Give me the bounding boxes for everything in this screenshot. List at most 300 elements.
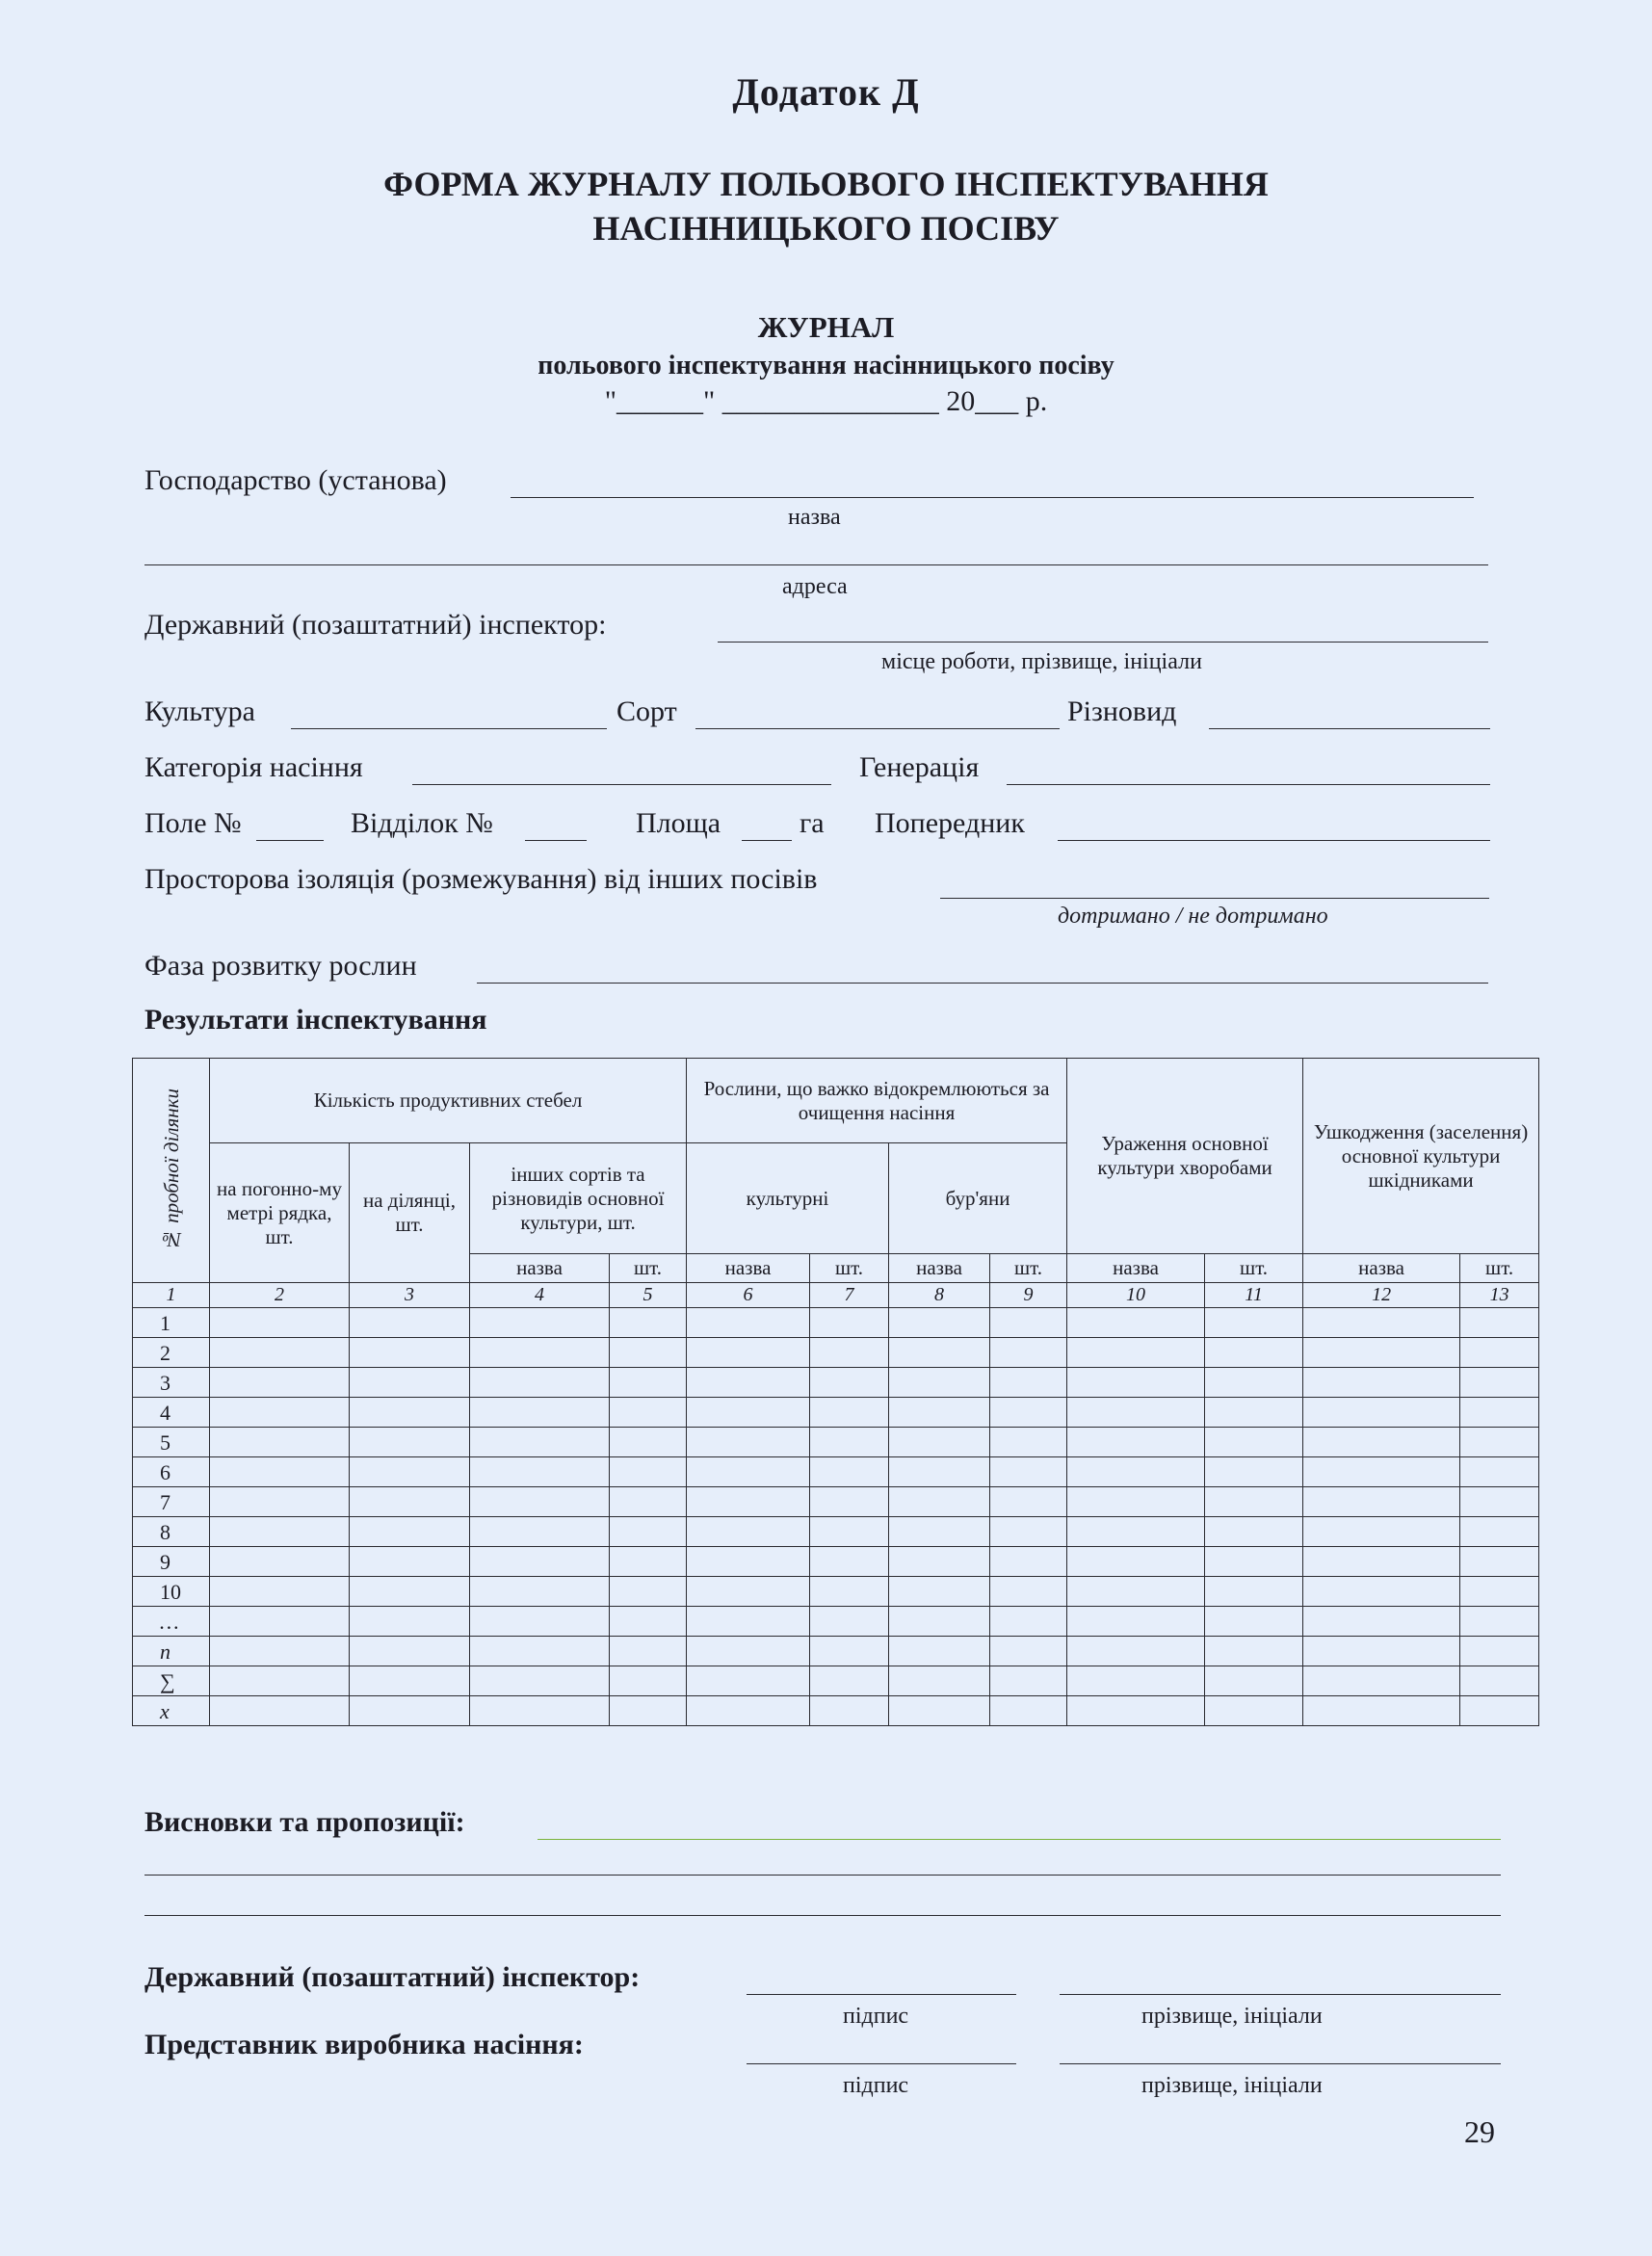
- address-caption: адреса: [782, 574, 848, 599]
- row-label: 5: [133, 1428, 210, 1457]
- table-cell[interactable]: [1205, 1338, 1303, 1368]
- inspector-signature-caption: підпис: [843, 2004, 909, 2029]
- table-cell[interactable]: [810, 1607, 889, 1637]
- inspector-field[interactable]: [718, 642, 1488, 643]
- table-cell[interactable]: [889, 1607, 990, 1637]
- table-cell[interactable]: [210, 1487, 350, 1517]
- table-cell[interactable]: [350, 1487, 470, 1517]
- column-number: 1: [133, 1283, 210, 1308]
- row-label: 6: [133, 1457, 210, 1487]
- producer-signature-field[interactable]: [747, 2063, 1016, 2064]
- table-cell[interactable]: [889, 1457, 990, 1487]
- table-cell[interactable]: [687, 1308, 810, 1338]
- table-cell[interactable]: [1303, 1666, 1460, 1696]
- seed-category-row: [144, 751, 1493, 792]
- phase-label: Фаза розвитку рослин: [144, 950, 417, 982]
- table-cell[interactable]: [990, 1577, 1067, 1607]
- table-cell[interactable]: [990, 1338, 1067, 1368]
- division-label: Відділок №: [351, 807, 493, 839]
- table-cell[interactable]: [1067, 1398, 1205, 1428]
- table-cell[interactable]: [889, 1308, 990, 1338]
- table-cell[interactable]: [1460, 1607, 1539, 1637]
- sub-header-name: назва: [889, 1254, 990, 1283]
- column-number: 4: [470, 1283, 610, 1308]
- producer-name-field[interactable]: [1060, 2063, 1501, 2064]
- table-cell[interactable]: [1303, 1517, 1460, 1547]
- row-label: x: [133, 1696, 210, 1726]
- field-row: [144, 807, 1493, 848]
- table-cell[interactable]: [1067, 1517, 1205, 1547]
- table-cell[interactable]: [210, 1368, 350, 1398]
- table-cell[interactable]: [1303, 1547, 1460, 1577]
- table-cell[interactable]: [687, 1368, 810, 1398]
- table-cell[interactable]: [1205, 1398, 1303, 1428]
- seed-category-field[interactable]: [412, 784, 831, 785]
- table-cell[interactable]: [810, 1487, 889, 1517]
- table-cell[interactable]: [1205, 1666, 1303, 1696]
- table-cell[interactable]: [210, 1398, 350, 1428]
- table-cell[interactable]: [990, 1637, 1067, 1666]
- table-row: [133, 1368, 1539, 1398]
- table-cell[interactable]: [687, 1637, 810, 1666]
- table-cell[interactable]: [470, 1487, 610, 1517]
- journal-subheading: польового інспектування насінницького посіву: [538, 351, 1114, 380]
- inspector-signature-row: [144, 1961, 1493, 2029]
- area-field[interactable]: [742, 840, 792, 841]
- sub-header-pcs: шт.: [610, 1254, 687, 1283]
- column-number: 13: [1460, 1283, 1539, 1308]
- isolation-field[interactable]: [940, 898, 1489, 899]
- table-cell[interactable]: [470, 1398, 610, 1428]
- table-cell[interactable]: [990, 1547, 1067, 1577]
- field-number-field[interactable]: [256, 840, 324, 841]
- area-label: Площа: [636, 807, 721, 839]
- row-label: 3: [133, 1368, 210, 1398]
- table-cell[interactable]: [889, 1666, 990, 1696]
- form-title: [0, 162, 1652, 250]
- table-body: [133, 1308, 1539, 1726]
- table-cell[interactable]: [889, 1428, 990, 1457]
- table-cell[interactable]: [810, 1696, 889, 1726]
- generation-label: Генерація: [859, 751, 980, 783]
- column-number: 6: [687, 1283, 810, 1308]
- table-cell[interactable]: [990, 1517, 1067, 1547]
- table-cell[interactable]: [350, 1457, 470, 1487]
- table-cell[interactable]: [470, 1666, 610, 1696]
- isolation-row: [144, 863, 1493, 929]
- variety-label: Сорт: [616, 695, 677, 727]
- table-cell[interactable]: [1205, 1696, 1303, 1726]
- table-cell[interactable]: [1303, 1428, 1460, 1457]
- table-cell[interactable]: [1460, 1398, 1539, 1428]
- row-label: …: [133, 1607, 210, 1637]
- results-row: [144, 1004, 1493, 1044]
- seed-category-label: Категорія насіння: [144, 751, 363, 783]
- table-cell[interactable]: [990, 1398, 1067, 1428]
- column-number: 7: [810, 1283, 889, 1308]
- table-cell[interactable]: [889, 1547, 990, 1577]
- table-cell[interactable]: [687, 1457, 810, 1487]
- sub-header-pcs: шт.: [810, 1254, 889, 1283]
- pests-header: Ушкодження (заселення) основної культури шкідниками: [1303, 1059, 1539, 1254]
- conclusions-field[interactable]: [538, 1839, 1501, 1840]
- row-label: 9: [133, 1547, 210, 1577]
- table-cell[interactable]: [1067, 1368, 1205, 1398]
- subvariety-label: Різновид: [1067, 695, 1177, 727]
- sub-header-name: назва: [687, 1254, 810, 1283]
- table-cell[interactable]: [1067, 1577, 1205, 1607]
- table-cell[interactable]: [1303, 1696, 1460, 1726]
- table-cell[interactable]: [210, 1666, 350, 1696]
- table-cell[interactable]: [610, 1338, 687, 1368]
- table-cell[interactable]: [1460, 1517, 1539, 1547]
- isolation-label: Просторова ізоляція (розмежування) від інших посівів: [144, 863, 818, 895]
- table-cell[interactable]: [810, 1577, 889, 1607]
- per-meter-header: на погонно-му метрі рядка, шт.: [210, 1143, 350, 1283]
- plot-number-header: [133, 1059, 210, 1283]
- table-cell[interactable]: [210, 1517, 350, 1547]
- table-cell[interactable]: [1303, 1398, 1460, 1428]
- table-cell[interactable]: [1067, 1696, 1205, 1726]
- table-cell[interactable]: [610, 1547, 687, 1577]
- table-cell[interactable]: [1303, 1637, 1460, 1666]
- table-cell[interactable]: [1067, 1338, 1205, 1368]
- table-cell[interactable]: [470, 1547, 610, 1577]
- inspector-row: [144, 609, 1493, 674]
- table-cell[interactable]: [1460, 1368, 1539, 1398]
- table-cell[interactable]: [610, 1517, 687, 1547]
- table-cell[interactable]: [810, 1457, 889, 1487]
- conclusions-field-line2[interactable]: [144, 1875, 1501, 1876]
- table-cell[interactable]: [1205, 1577, 1303, 1607]
- table-cell[interactable]: [350, 1308, 470, 1338]
- table-cell[interactable]: [470, 1577, 610, 1607]
- predecessor-field[interactable]: [1058, 840, 1490, 841]
- row-label: 2: [133, 1338, 210, 1368]
- column-number: 10: [1067, 1283, 1205, 1308]
- table-cell[interactable]: [610, 1666, 687, 1696]
- table-cell[interactable]: [687, 1338, 810, 1368]
- table-cell[interactable]: [1067, 1666, 1205, 1696]
- table-cell[interactable]: [990, 1368, 1067, 1398]
- table-cell[interactable]: [610, 1696, 687, 1726]
- sub-header-name: назва: [470, 1254, 610, 1283]
- table-cell[interactable]: [350, 1428, 470, 1457]
- table-cell[interactable]: [990, 1696, 1067, 1726]
- table-cell[interactable]: [1303, 1308, 1460, 1338]
- table-cell[interactable]: [1303, 1577, 1460, 1607]
- table-cell[interactable]: [210, 1308, 350, 1338]
- inspector-caption: місце роботи, прізвище, ініціали: [881, 649, 1202, 674]
- table-cell[interactable]: [1460, 1487, 1539, 1517]
- form-title-line2: НАСІННИЦЬКОГО ПОСІВУ: [592, 209, 1060, 248]
- producer-signature-row: [144, 2029, 1493, 2098]
- table-cell[interactable]: [687, 1696, 810, 1726]
- table-cell[interactable]: [990, 1666, 1067, 1696]
- area-unit: га: [800, 807, 825, 839]
- results-heading: Результати інспектування: [144, 1004, 487, 1036]
- column-number: 8: [889, 1283, 990, 1308]
- table-cell[interactable]: [810, 1338, 889, 1368]
- table-cell[interactable]: [350, 1577, 470, 1607]
- table-row: [133, 1696, 1539, 1726]
- table-cell[interactable]: [610, 1398, 687, 1428]
- table-row: [133, 1457, 1539, 1487]
- table-cell[interactable]: [350, 1547, 470, 1577]
- table-cell[interactable]: [810, 1308, 889, 1338]
- table-cell[interactable]: [470, 1428, 610, 1457]
- table-cell[interactable]: [1460, 1428, 1539, 1457]
- plants-group-header: Рослини, що важко відокремлюються за очищення насіння: [687, 1059, 1067, 1143]
- producer-signature-caption: підпис: [843, 2073, 909, 2098]
- row-label: 7: [133, 1487, 210, 1517]
- table-cell[interactable]: [350, 1517, 470, 1547]
- table-cell[interactable]: [610, 1428, 687, 1457]
- generation-field[interactable]: [1007, 784, 1490, 785]
- date-line: "______" _______________ 20___ р.: [604, 385, 1048, 417]
- table-cell[interactable]: [1460, 1637, 1539, 1666]
- row-label: 1: [133, 1308, 210, 1338]
- conclusions-label: Висновки та пропозиції:: [144, 1806, 465, 1838]
- table-cell[interactable]: [990, 1428, 1067, 1457]
- per-plot-header: на ділянці, шт.: [350, 1143, 470, 1283]
- table-cell[interactable]: [810, 1666, 889, 1696]
- table-cell[interactable]: [687, 1607, 810, 1637]
- table-cell[interactable]: [889, 1637, 990, 1666]
- table-cell[interactable]: [610, 1487, 687, 1517]
- table-row: [133, 1517, 1539, 1547]
- field-label: Поле №: [144, 807, 242, 839]
- table-cell[interactable]: [687, 1666, 810, 1696]
- table-cell[interactable]: [687, 1398, 810, 1428]
- table-cell[interactable]: [350, 1338, 470, 1368]
- farm-address-field[interactable]: [144, 564, 1488, 565]
- table-cell[interactable]: [889, 1577, 990, 1607]
- table-row: [133, 1666, 1539, 1696]
- table-cell[interactable]: [1205, 1637, 1303, 1666]
- table-cell[interactable]: [810, 1547, 889, 1577]
- conclusions-field-line3[interactable]: [144, 1915, 1501, 1916]
- table-cell[interactable]: [350, 1637, 470, 1666]
- table-row: [133, 1338, 1539, 1368]
- table-cell[interactable]: [810, 1637, 889, 1666]
- form-title-line1: ФОРМА ЖУРНАЛУ ПОЛЬОВОГО ІНСПЕКТУВАННЯ: [383, 165, 1269, 203]
- table-row: [133, 1607, 1539, 1637]
- table-cell[interactable]: [1205, 1457, 1303, 1487]
- table-cell[interactable]: [810, 1517, 889, 1547]
- row-label: 8: [133, 1517, 210, 1547]
- table-cell[interactable]: [1205, 1607, 1303, 1637]
- table-cell[interactable]: [1460, 1308, 1539, 1338]
- table-cell[interactable]: [889, 1517, 990, 1547]
- table-cell[interactable]: [687, 1577, 810, 1607]
- table-cell[interactable]: [470, 1696, 610, 1726]
- farm-label: Господарство (установа): [144, 464, 447, 496]
- table-cell[interactable]: [889, 1368, 990, 1398]
- row-label: 10: [133, 1577, 210, 1607]
- row-label: ∑: [133, 1666, 210, 1696]
- table-cell[interactable]: [687, 1547, 810, 1577]
- phase-field[interactable]: [477, 983, 1488, 984]
- culture-label: Культура: [144, 695, 255, 727]
- table-row: [133, 1577, 1539, 1607]
- column-number: 9: [990, 1283, 1067, 1308]
- table-cell[interactable]: [470, 1308, 610, 1338]
- producer-label: Представник виробника насіння:: [144, 2029, 584, 2060]
- division-number-field[interactable]: [525, 840, 587, 841]
- table-cell[interactable]: [610, 1607, 687, 1637]
- table-cell[interactable]: [1303, 1338, 1460, 1368]
- table-cell[interactable]: [687, 1517, 810, 1547]
- table-cell[interactable]: [1067, 1457, 1205, 1487]
- table-cell[interactable]: [210, 1547, 350, 1577]
- table-cell[interactable]: [1303, 1457, 1460, 1487]
- plot-number-header-text: № пробної ділянки: [159, 1089, 183, 1252]
- conclusions-line3-row: [144, 1886, 1493, 1927]
- farm-row: [144, 464, 1493, 530]
- table-cell[interactable]: [470, 1607, 610, 1637]
- table-cell[interactable]: [1205, 1368, 1303, 1398]
- table-cell[interactable]: [990, 1457, 1067, 1487]
- table-cell[interactable]: [350, 1666, 470, 1696]
- table-cell[interactable]: [470, 1457, 610, 1487]
- table-cell[interactable]: [1303, 1487, 1460, 1517]
- table-cell[interactable]: [687, 1487, 810, 1517]
- table-cell[interactable]: [350, 1398, 470, 1428]
- subvariety-field[interactable]: [1209, 728, 1490, 729]
- table-cell[interactable]: [210, 1577, 350, 1607]
- table-cell[interactable]: [210, 1607, 350, 1637]
- table-cell[interactable]: [470, 1368, 610, 1398]
- address-row: [144, 526, 1493, 599]
- results-table: [132, 1058, 1539, 1726]
- inspector-name-field[interactable]: [1060, 1994, 1501, 1995]
- table-cell[interactable]: [470, 1637, 610, 1666]
- table-cell[interactable]: [1303, 1607, 1460, 1637]
- table-cell[interactable]: [1460, 1338, 1539, 1368]
- table-cell[interactable]: [1067, 1428, 1205, 1457]
- table-cell[interactable]: [350, 1368, 470, 1398]
- table-cell[interactable]: [1460, 1457, 1539, 1487]
- table-cell[interactable]: [610, 1457, 687, 1487]
- table-cell[interactable]: [210, 1457, 350, 1487]
- sub-header-pcs: шт.: [990, 1254, 1067, 1283]
- inspector-name-caption: прізвище, ініціали: [1141, 2004, 1323, 2029]
- farm-name-caption: назва: [788, 505, 841, 530]
- table-cell[interactable]: [1205, 1428, 1303, 1457]
- table-cell[interactable]: [1067, 1637, 1205, 1666]
- weeds-header: бур'яни: [889, 1143, 1067, 1254]
- page-number: 29: [1464, 2114, 1495, 2149]
- table-cell[interactable]: [810, 1398, 889, 1428]
- column-number: 11: [1205, 1283, 1303, 1308]
- table-cell[interactable]: [990, 1607, 1067, 1637]
- table-cell[interactable]: [810, 1368, 889, 1398]
- predecessor-label: Попередник: [875, 807, 1025, 839]
- disease-header: Ураження основної культури хворобами: [1067, 1059, 1303, 1254]
- table-row: [133, 1428, 1539, 1457]
- table-cell[interactable]: [610, 1637, 687, 1666]
- table-cell[interactable]: [1460, 1696, 1539, 1726]
- table-cell[interactable]: [350, 1607, 470, 1637]
- table-row: [133, 1547, 1539, 1577]
- table-cell[interactable]: [1303, 1368, 1460, 1398]
- table-row: [133, 1308, 1539, 1338]
- producer-name-caption: прізвище, ініціали: [1141, 2073, 1323, 2098]
- table-cell[interactable]: [1460, 1666, 1539, 1696]
- table-cell[interactable]: [1205, 1487, 1303, 1517]
- table-cell[interactable]: [610, 1308, 687, 1338]
- table-cell[interactable]: [210, 1428, 350, 1457]
- sub-header-name: назва: [1067, 1254, 1205, 1283]
- table-cell[interactable]: [889, 1338, 990, 1368]
- table-cell[interactable]: [889, 1696, 990, 1726]
- sub-header-pcs: шт.: [1205, 1254, 1303, 1283]
- inspector-signature-label: Державний (позаштатний) інспектор:: [144, 1961, 641, 1993]
- table-cell[interactable]: [889, 1487, 990, 1517]
- table-cell[interactable]: [1205, 1517, 1303, 1547]
- column-number: 2: [210, 1283, 350, 1308]
- isolation-caption: дотримано / не дотримано: [1058, 904, 1328, 929]
- table-cell[interactable]: [610, 1577, 687, 1607]
- table-cell[interactable]: [470, 1338, 610, 1368]
- table-cell[interactable]: [1067, 1308, 1205, 1338]
- table-cell[interactable]: [1067, 1487, 1205, 1517]
- sub-header-pcs: шт.: [1460, 1254, 1539, 1283]
- phase-row: [144, 950, 1493, 990]
- table-cell[interactable]: [470, 1517, 610, 1547]
- table-cell[interactable]: [1205, 1308, 1303, 1338]
- conclusions-line2-row: [144, 1846, 1493, 1886]
- table-cell[interactable]: [210, 1338, 350, 1368]
- table-cell[interactable]: [810, 1428, 889, 1457]
- table-cell[interactable]: [1460, 1577, 1539, 1607]
- table-cell[interactable]: [889, 1398, 990, 1428]
- table-cell[interactable]: [1205, 1547, 1303, 1577]
- table-cell[interactable]: [1067, 1607, 1205, 1637]
- journal-heading: ЖУРНАЛ: [757, 310, 895, 344]
- culture-field[interactable]: [291, 728, 607, 729]
- table-cell[interactable]: [350, 1696, 470, 1726]
- column-number: 3: [350, 1283, 470, 1308]
- row-label: 4: [133, 1398, 210, 1428]
- appendix-label: Додаток Д: [732, 70, 920, 114]
- table-cell[interactable]: [210, 1637, 350, 1666]
- column-number: 12: [1303, 1283, 1460, 1308]
- inspector-signature-field[interactable]: [747, 1994, 1016, 1995]
- table-cell[interactable]: [210, 1696, 350, 1726]
- farm-name-field[interactable]: [511, 497, 1474, 498]
- conclusions-row: [144, 1806, 1493, 1847]
- table-cell[interactable]: [990, 1487, 1067, 1517]
- table-cell[interactable]: [687, 1428, 810, 1457]
- cultural-header: культурні: [687, 1143, 889, 1254]
- table-row: [133, 1398, 1539, 1428]
- table-cell[interactable]: [990, 1308, 1067, 1338]
- other-varieties-header: інших сортів та різновидів основної культури, шт.: [470, 1143, 687, 1254]
- table-cell[interactable]: [1460, 1547, 1539, 1577]
- stems-group-header: Кількість продуктивних стебел: [210, 1059, 687, 1143]
- table-cell[interactable]: [610, 1368, 687, 1398]
- table-row: [133, 1487, 1539, 1517]
- column-number-row: [133, 1283, 1539, 1308]
- table-row: [133, 1637, 1539, 1666]
- variety-field[interactable]: [695, 728, 1060, 729]
- column-number: 5: [610, 1283, 687, 1308]
- inspector-label: Державний (позаштатний) інспектор:: [144, 609, 607, 641]
- table-cell[interactable]: [1067, 1547, 1205, 1577]
- sub-header-name: назва: [1303, 1254, 1460, 1283]
